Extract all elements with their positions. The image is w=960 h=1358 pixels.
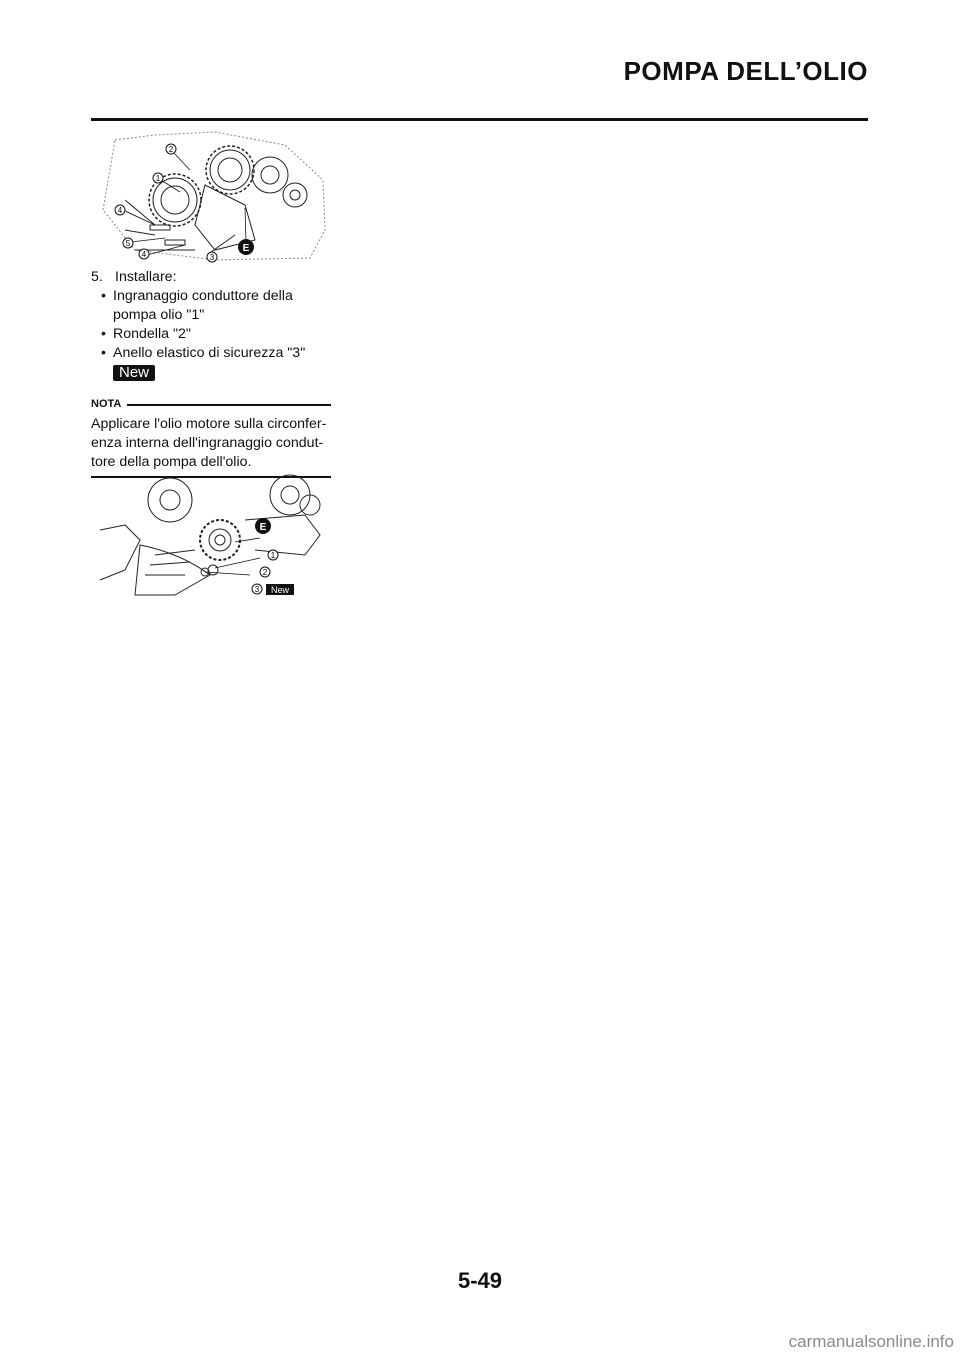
nota-text: Applicare l'olio motore sulla circonfer-enza interna dell'ingranaggio condut-tore della pompa dell'olio.: [91, 416, 327, 470]
page-title: POMPA DELL’OLIO: [623, 56, 868, 86]
engine-oil-marker: [255, 518, 271, 534]
callout-3: 3: [209, 253, 215, 262]
oil-pump-assembly-drawing: [95, 130, 330, 265]
nota-rule: [127, 404, 331, 406]
instruction-block: [91, 268, 331, 478]
watermark: carmanualsonline.info: [788, 1332, 954, 1351]
new-badge-small: [266, 584, 294, 595]
callout-2: 2: [168, 145, 174, 154]
nota-label: NOTA: [91, 398, 122, 410]
callout-1: 1: [270, 551, 276, 560]
callout-4: 4: [117, 206, 123, 215]
list-item: • Anello elastico di sicurezza "3": [101, 345, 306, 361]
callout-2: 2: [262, 568, 268, 577]
callout-1: 1: [155, 174, 161, 183]
nota-header: [91, 395, 331, 414]
svg-text:New: New: [270, 585, 290, 595]
figure-oil-pump-assembly: [95, 130, 330, 265]
list-item: • Rondella "2": [101, 326, 191, 342]
page-number: 5-49: [457, 1268, 503, 1293]
step-number: 5.: [91, 269, 103, 285]
step-5: [91, 268, 331, 287]
callout-4b: 4: [141, 250, 147, 259]
callout-3: 3: [254, 585, 260, 594]
engine-oil-marker: [238, 239, 254, 255]
drive-gear-install-drawing: [95, 470, 330, 600]
step-items: [91, 287, 331, 363]
list-item: • Ingranaggio conduttore della pompa olio "1": [101, 288, 293, 323]
figure-drive-gear-install: [95, 470, 330, 600]
callout-5: 5: [125, 239, 131, 248]
svg-text:E: E: [242, 243, 250, 254]
step-label: Installare:: [115, 269, 177, 285]
svg-text:E: E: [259, 522, 267, 533]
title-rule: [91, 118, 868, 121]
new-badge: New: [113, 365, 155, 381]
